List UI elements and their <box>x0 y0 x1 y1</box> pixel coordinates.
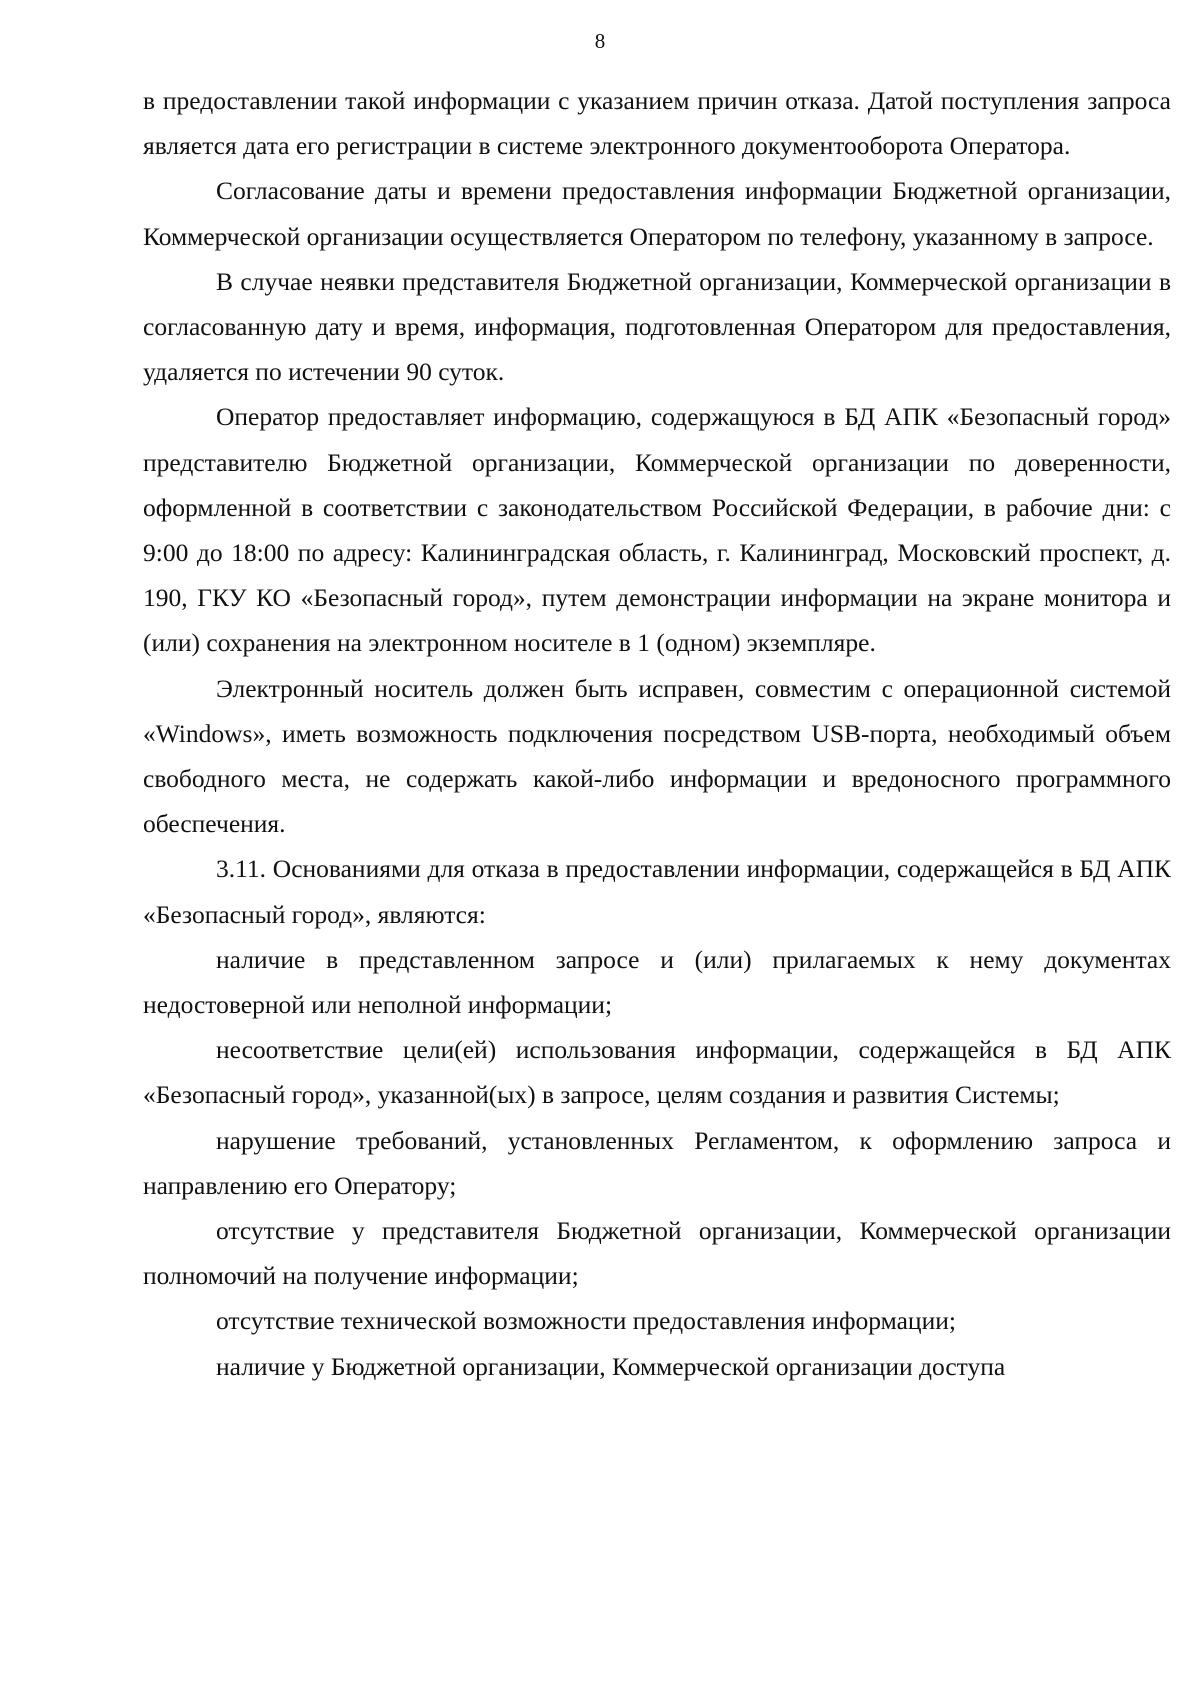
document-body <box>143 78 1171 1389</box>
refusal-ground-item: отсутствие технической возможности предоставления информации; <box>216 1306 956 1336</box>
paragraph-no-show: В случае неявки представителя Бюджетной организации, Коммерческой организации в согласованную дату и время, информация, подготовленная Оператором для предоставления, удаляется по истечении 90 суток. <box>143 266 1171 387</box>
paragraph-provision: Оператор предоставляет информацию, содержащуюся в БД АПК «Безопасный город» представителю Бюджетной организации, Коммерческой организации по доверенности, оформленной в соответствии с законодательством Российской Федерации, в рабочие дни: с 9:00 до 18:00 по адресу: Калининградская область, г. Калининград, Московский проспект, д. 190, ГКУ КО «Безопасный город», путем демонстрации информации на экране монитора и (или) сохранения на электронном носителе в 1 (одном) экземпляре. <box>143 402 1171 658</box>
refusal-ground-item: отсутствие у представителя Бюджетной организации, Коммерческой организации полномочий на получение информации; <box>143 1216 1171 1291</box>
clause-3-11: 3.11. Основаниями для отказа в предоставлении информации, содержащейся в БД АПК «Безопасный город», являются: <box>143 854 1171 929</box>
refusal-ground-item: наличие в представленном запросе и (или) прилагаемых к нему документах недостоверной или неполной информации; <box>143 944 1171 1020</box>
paragraph-media-requirements: Электронный носитель должен быть исправен, совместим с операционной системой «Windows», иметь возможность подключения посредством USB-порта, необходимый объем свободного места, не содержать какой-либо информации и вредоносного программного обеспечения. <box>143 673 1171 839</box>
refusal-ground-item: нарушение требований, установленных Регламентом, к оформлению запроса и направлению его Оператору; <box>143 1125 1171 1200</box>
page-number: 8 <box>594 29 606 53</box>
refusal-ground-item: несоответствие цели(ей) использования информации, содержащейся в БД АПК «Безопасный город», указанной(ых) в запросе, целям создания и развития Системы; <box>143 1035 1171 1110</box>
refusal-ground-item: наличие у Бюджетной организации, Коммерческой организации доступа <box>216 1351 1006 1381</box>
paragraph-continuation: в предоставлении такой информации с указанием причин отказа. Датой поступления запроса является дата его регистрации в системе электронного документооборота Оператора. <box>143 86 1171 161</box>
paragraph-coordination: Согласование даты и времени предоставления информации Бюджетной организации, Коммерческой организации осуществляется Оператором по телефону, указанному в запросе. <box>143 176 1171 251</box>
